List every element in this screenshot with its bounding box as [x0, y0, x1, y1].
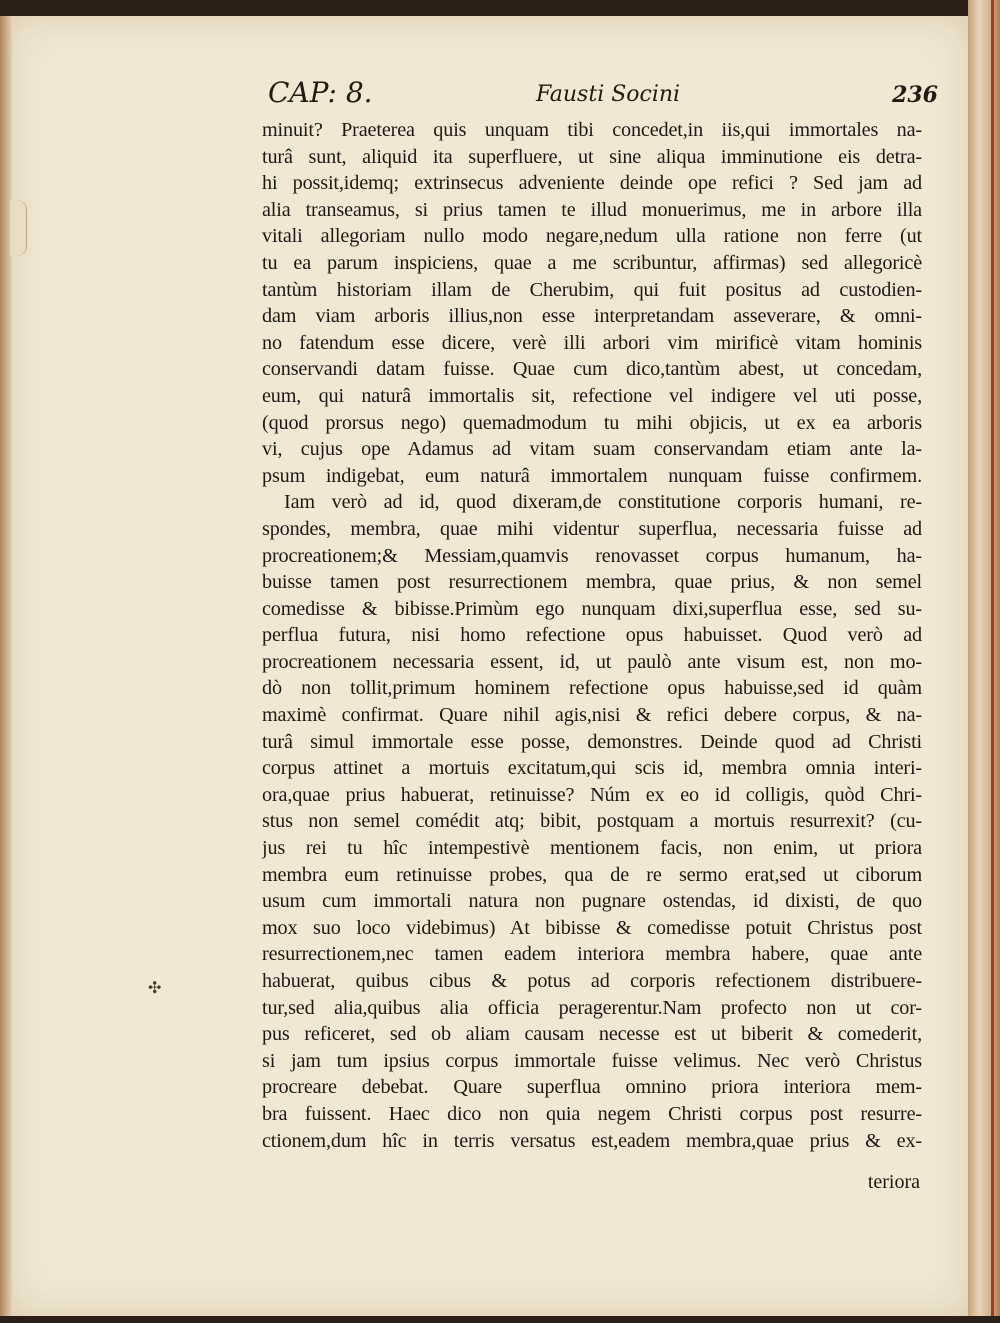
text-line: vitali allegoriam nullo modo negare,nedum ulla ratione non ferre (ut — [262, 225, 922, 248]
text-line: dò non tollit,primum hominem refectione opus habuisse,sed id quàm — [262, 677, 922, 700]
author-title: Fausti Socini — [536, 82, 681, 107]
text-line: psum indigebat, eum naturâ immortalem nunquam fuisse confirmem. — [262, 464, 922, 487]
running-header — [268, 78, 938, 114]
chapter-label: CAP: 8. — [268, 76, 373, 109]
text-line: hi possit,idemq; extrinsecus adveniente deinde ope refici ? Sed jam ad — [262, 172, 922, 195]
text-line: tur,sed alia,quibus alia officia peragerentur.Nam profecto non ut cor- — [262, 996, 922, 1019]
red-edge-rule — [991, 0, 994, 1323]
scan-bottom-border — [0, 1316, 1000, 1323]
text-line: spondes, membra, quae mihi videntur superflua, necessaria fuisse ad — [262, 517, 922, 540]
text-line: comedisse & bibisse.Primùm ego nunquam dixi,superflua esse, sed su- — [262, 597, 922, 620]
body-text — [262, 117, 922, 1154]
text-line: mox suo loco videbimus) At bibisse & comedisse potuit Christus post — [262, 916, 922, 939]
text-line: no fatendum esse dicere, verè illi arbori vim mirificè vitam hominis — [262, 331, 922, 354]
catchword: teriora — [867, 1171, 920, 1193]
text-line: si jam tum ipsius corpus immortale fuisse velimus. Nec verò Christus — [262, 1049, 922, 1072]
text-line: bra fuissent. Haec dico non quia negem Christi corpus post resurre- — [262, 1102, 922, 1125]
text-line: conservandi datam fuisse. Quae cum dico,tantùm abest, ut concedam, — [262, 358, 922, 381]
scan-top-border — [0, 0, 1000, 16]
text-line: minuit? Praeterea quis unquam tibi concedet,in iis,qui immortales na- — [262, 119, 922, 141]
text-line: ctionem,dum hîc in terris versatus est,eadem membra,quae prius & ex- — [262, 1129, 922, 1152]
text-line: procreationem;& Messiam,quamvis renovasset corpus humanum, ha- — [262, 544, 922, 567]
text-line: resurrectionem,nec tamen eadem interiora membra habere, quae ante — [262, 943, 922, 966]
text-line: usum cum immortali natura non pugnare ostendas, id dixisti, de quo — [262, 890, 922, 913]
text-line: pus reficeret, sed ob aliam causam necesse est ut biberit & comederit, — [262, 1023, 922, 1046]
text-line: procreationem necessaria essent, id, ut paulò ante visum est, non mo- — [262, 650, 922, 673]
text-line: buisse tamen post resurrectionem membra, quae prius, & non semel — [262, 571, 922, 594]
text-line: eum, qui naturâ immortalis sit, refectione vel indigere vel uti posse, — [262, 384, 922, 407]
text-line: turâ sunt, aliquid ita superfluere, ut sine aliqua imminutione eis detra- — [262, 145, 922, 168]
text-line: jus rei tu hîc intempestivè mentionem facis, non enim, ut priora — [262, 837, 922, 860]
text-line: stus non semel comédit atq; bibit, postquam a mortuis resurrexit? (cu- — [262, 810, 922, 833]
text-line: dam viam arboris illius,non esse interpretandam asseverare, & omni- — [262, 305, 922, 328]
text-line: alia transeamus, si prius tamen te illud monuerimus, me in arbore illa — [262, 198, 922, 221]
page-nick — [10, 200, 27, 256]
page-number: 236 — [892, 82, 938, 108]
text-line: procreare debebat. Quare superflua omnino priora interiora mem- — [262, 1076, 922, 1099]
text-line: Iam verò ad id, quod dixeram,de constitutione corporis humani, re- — [284, 491, 922, 514]
text-line: tantùm historiam illam de Cherubim, qui fuit positus ad custodien- — [262, 278, 922, 301]
text-line: corpus attinet a mortuis excitatum,qui scis id, membra omnia interi- — [262, 757, 922, 780]
text-line: maximè confirmat. Quare nihil agis,nisi & refici debere corpus, & na- — [262, 704, 922, 727]
text-line: turâ simul immortale esse posse, demonstres. Deinde quod ad Christi — [262, 730, 922, 753]
text-line: vi, cujus ope Adamus ad vitam suam conservandam etiam ante la- — [262, 438, 922, 461]
text-line: tu ea parum inspiciens, quae a me scribuntur, affirmas) sed allegoricè — [262, 251, 922, 274]
text-line: (quod prorsus nego) quemadmodum tu mihi objicis, ut ex ea arboris — [262, 411, 922, 434]
text-line: perflua futura, nisi homo refectione opus habuisset. Quod verò ad — [262, 624, 922, 647]
book-fore-edge — [968, 0, 1000, 1323]
text-line: habuerat, quibus cibus & potus ad corporis refectionem distribuere- — [262, 970, 922, 992]
margin-ink-mark: ✣ — [148, 978, 162, 997]
text-line: ora,quae prius habuerat, retinuisse? Núm ex eo id colligis, quòd Chri- — [262, 783, 922, 806]
text-line: membra eum retinuisse probes, qua de re sermo erat,sed ut ciborum — [262, 863, 922, 886]
